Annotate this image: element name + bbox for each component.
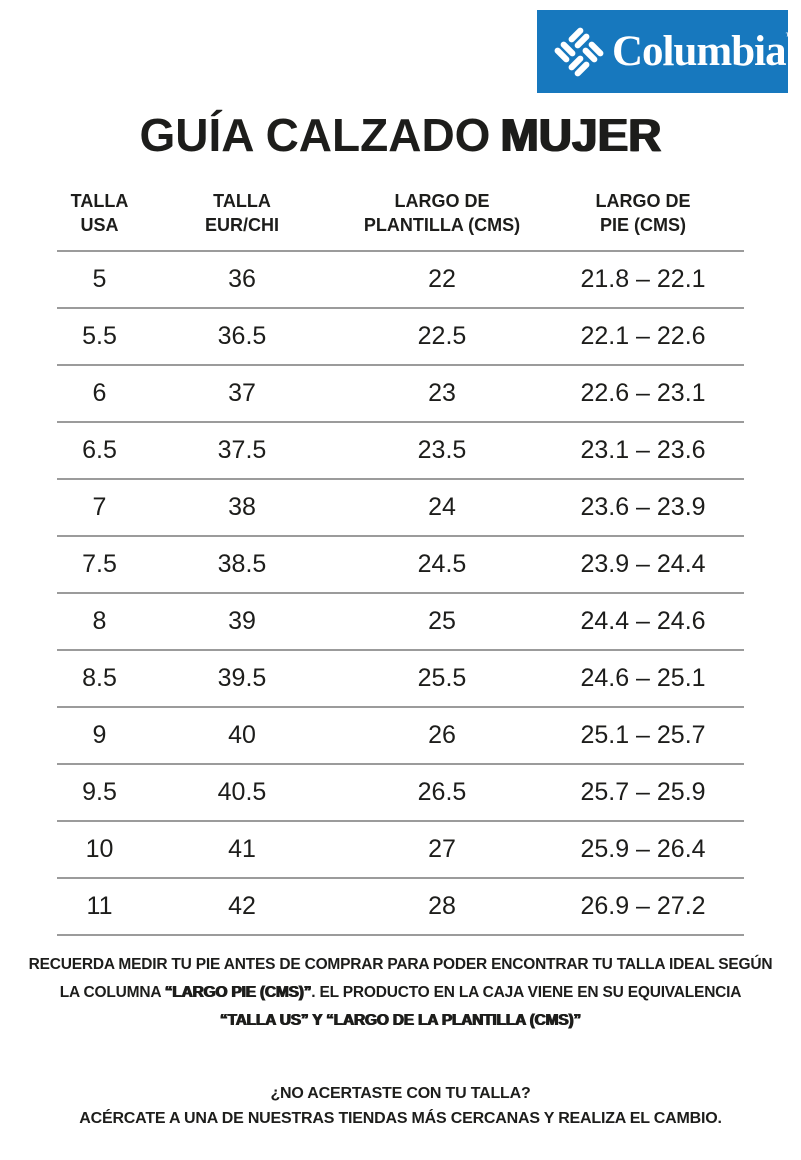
brand-logo [537,10,796,93]
table-cell: 36 [142,251,342,308]
trademark-symbol: ™ [785,31,796,42]
table-row [57,308,744,365]
table-cell: 5 [57,251,142,308]
table-cell: 25.9 – 26.4 [542,821,744,878]
table-row [57,878,744,935]
table-cell: 22 [342,251,542,308]
table-row [57,479,744,536]
table-cell: 24.5 [342,536,542,593]
table-cell: 25.1 – 25.7 [542,707,744,764]
table-row [57,593,744,650]
table-row [57,764,744,821]
table-row [57,251,744,308]
table-cell: 23.6 – 23.9 [542,479,744,536]
table-cell: 25.7 – 25.9 [542,764,744,821]
table-cell: 25 [342,593,542,650]
title-emphasis: MUJER [500,109,662,161]
table-cell: 27 [342,821,542,878]
table-cell: 6 [57,365,142,422]
table-cell: 37.5 [142,422,342,479]
table-cell: 22.1 – 22.6 [542,308,744,365]
column-header-largo-pie: LARGO DE PIE (CMS) [542,184,744,251]
exchange-note [0,1081,801,1131]
exchange-action: ACÉRCATE A UNA DE NUESTRAS TIENDAS MÁS CERCANAS Y REALIZA EL CAMBIO. [79,1110,722,1127]
table-cell: 24.4 – 24.6 [542,593,744,650]
table-cell: 7.5 [57,536,142,593]
table-cell: 5.5 [57,308,142,365]
table-cell: 23.5 [342,422,542,479]
table-cell: 40.5 [142,764,342,821]
advisory-line-1: RECUERDA MEDIR TU PIE ANTES DE COMPRAR PARA PODER ENCONTRAR TU TALLA IDEAL SEGÚN [28,956,773,973]
columbia-diamond-icon [551,24,607,80]
table-cell: 23.9 – 24.4 [542,536,744,593]
table-cell: 36.5 [142,308,342,365]
table-row [57,821,744,878]
table-cell: 24.6 – 25.1 [542,650,744,707]
column-header-talla-usa: TALLA USA [57,184,142,251]
table-cell: 8 [57,593,142,650]
table-cell: 42 [142,878,342,935]
title-prefix: GUÍA CALZADO [139,109,491,161]
column-header-largo-plantilla: LARGO DE PLANTILLA (CMS) [342,184,542,251]
advisory-line-2: LA COLUMNA “LARGO PIE (CMS)”. EL PRODUCTO EN LA CAJA VIENE EN SU EQUIVALENCIA [59,984,742,1001]
table-cell: 26.5 [342,764,542,821]
table-cell: 38.5 [142,536,342,593]
table-cell: 39 [142,593,342,650]
table-header [57,184,744,251]
table-row [57,536,744,593]
advisory-line-3: “TALLA US” Y “LARGO DE LA PLANTILLA (CMS)” [220,1012,581,1029]
table-cell: 9 [57,707,142,764]
table-header-row [57,184,744,251]
table-cell: 8.5 [57,650,142,707]
table-row [57,422,744,479]
brand-wordmark: Columbia™ [612,28,796,75]
table-cell: 24 [342,479,542,536]
column-header-talla-eur-chi: TALLA EUR/CHI [142,184,342,251]
page-title [0,107,801,163]
table-cell: 7 [57,479,142,536]
table-row [57,707,744,764]
table-cell: 23 [342,365,542,422]
table-cell: 22.6 – 23.1 [542,365,744,422]
measure-advisory-note [0,951,801,1035]
table-cell: 6.5 [57,422,142,479]
table-cell: 11 [57,878,142,935]
table-cell: 9.5 [57,764,142,821]
table-cell: 39.5 [142,650,342,707]
table-body [57,251,744,935]
advisory-largo-pie-emphasis: “LARGO PIE (CMS)” [164,984,312,1001]
table-cell: 22.5 [342,308,542,365]
exchange-question: ¿NO ACERTASTE CON TU TALLA? [270,1085,531,1102]
table-cell: 25.5 [342,650,542,707]
table-cell: 37 [142,365,342,422]
table-cell: 38 [142,479,342,536]
table-row [57,650,744,707]
table-cell: 40 [142,707,342,764]
table-cell: 26.9 – 27.2 [542,878,744,935]
table-cell: 26 [342,707,542,764]
table-cell: 28 [342,878,542,935]
table-cell: 23.1 – 23.6 [542,422,744,479]
table-cell: 10 [57,821,142,878]
table-cell: 21.8 – 22.1 [542,251,744,308]
size-table [57,184,744,936]
table-row [57,365,744,422]
table-cell: 41 [142,821,342,878]
